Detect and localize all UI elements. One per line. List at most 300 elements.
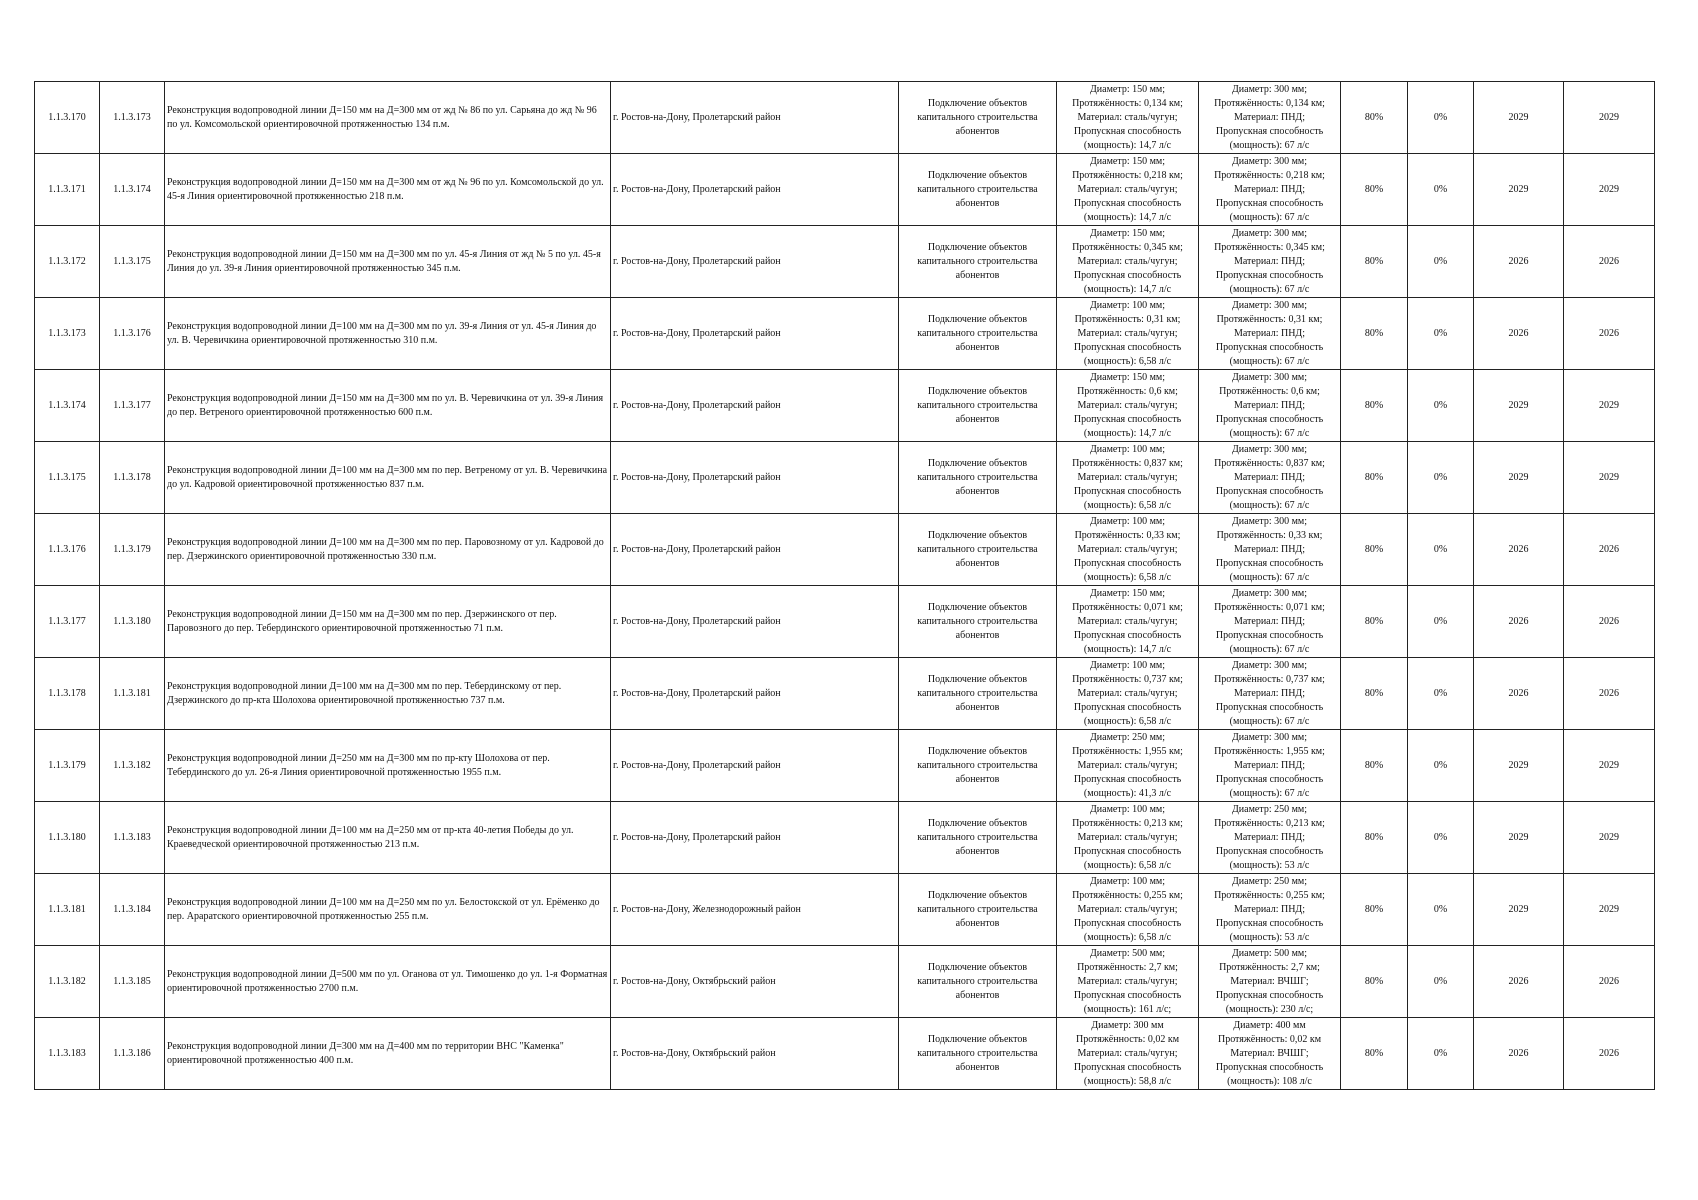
parameter-line: Пропускная способность — [1215, 413, 1324, 425]
cell-location: г. Ростов-на-Дону, Октябрьский район — [611, 1018, 899, 1090]
parameter-line: Пропускная способность — [1073, 1061, 1182, 1073]
cell-percent-1: 80% — [1341, 442, 1408, 514]
cell-purpose: Подключение объектов капитального строительства абонентов — [899, 226, 1057, 298]
parameter-line: Протяжённость: 0,31 км; — [1074, 313, 1181, 325]
cell-number: 1.1.3.175 — [35, 442, 100, 514]
cell-code: 1.1.3.178 — [100, 442, 165, 514]
parameter-line: (мощность): 14,7 л/с — [1083, 139, 1172, 151]
cell-purpose: Подключение объектов капитального строительства абонентов — [899, 730, 1057, 802]
parameter-line: Материал: сталь/чугун; — [1077, 615, 1178, 627]
cell-parameters-after — [1199, 586, 1341, 658]
parameter-line: Пропускная способность — [1073, 269, 1182, 281]
cell-year-end: 2029 — [1564, 370, 1655, 442]
cell-location: г. Ростов-на-Дону, Пролетарский район — [611, 298, 899, 370]
cell-parameters-after — [1199, 1018, 1341, 1090]
cell-parameters-before — [1057, 874, 1199, 946]
cell-parameters-after — [1199, 514, 1341, 586]
parameter-line: Диаметр: 300 мм; — [1231, 227, 1308, 239]
parameter-line: Пропускная способность — [1215, 269, 1324, 281]
parameter-line: Протяжённость: 0,218 км; — [1214, 169, 1325, 181]
parameter-line: Протяжённость: 0,134 км; — [1214, 97, 1325, 109]
cell-description: Реконструкция водопроводной линии Д=100 мм на Д=250 мм по ул. Белостокской от ул. Ерёменко до пер. Араратского ориентировочной протяженностью 255 п.м. — [165, 874, 611, 946]
parameter-line: Материал: сталь/чугун; — [1077, 255, 1178, 267]
cell-number: 1.1.3.183 — [35, 1018, 100, 1090]
parameter-line: (мощность): 230 л/с; — [1225, 1003, 1314, 1015]
parameter-line: Диаметр: 300 мм; — [1231, 299, 1308, 311]
table-row — [35, 586, 1655, 658]
parameter-line: Пропускная способность — [1215, 629, 1324, 641]
cell-percent-2: 0% — [1408, 658, 1474, 730]
cell-code: 1.1.3.179 — [100, 514, 165, 586]
parameter-line: Протяжённость: 0,31 км; — [1216, 313, 1323, 325]
parameter-line: Протяжённость: 0,33 км; — [1074, 529, 1181, 541]
parameter-line: Пропускная способность — [1073, 485, 1182, 497]
parameter-line: Пропускная способность — [1215, 125, 1324, 137]
cell-code: 1.1.3.186 — [100, 1018, 165, 1090]
cell-percent-1: 80% — [1341, 370, 1408, 442]
cell-number: 1.1.3.181 — [35, 874, 100, 946]
parameter-line: Пропускная способность — [1215, 701, 1324, 713]
cell-parameters-before — [1057, 802, 1199, 874]
table-row — [35, 730, 1655, 802]
parameter-line: Пропускная способность — [1215, 845, 1324, 857]
parameter-line: Пропускная способность — [1215, 773, 1324, 785]
parameter-line: Материал: ПНД; — [1233, 615, 1306, 627]
cell-percent-1: 80% — [1341, 514, 1408, 586]
cell-purpose: Подключение объектов капитального строительства абонентов — [899, 1018, 1057, 1090]
cell-percent-2: 0% — [1408, 1018, 1474, 1090]
cell-parameters-after — [1199, 370, 1341, 442]
cell-parameters-before — [1057, 946, 1199, 1018]
parameter-line: Диаметр: 400 мм — [1233, 1019, 1306, 1031]
cell-purpose: Подключение объектов капитального строительства абонентов — [899, 82, 1057, 154]
cell-percent-2: 0% — [1408, 370, 1474, 442]
parameter-line: Диаметр: 150 мм; — [1089, 155, 1166, 167]
cell-parameters-before — [1057, 658, 1199, 730]
parameter-line: Диаметр: 100 мм; — [1089, 875, 1166, 887]
cell-purpose: Подключение объектов капитального строительства абонентов — [899, 154, 1057, 226]
parameter-line: Протяжённость: 0,02 км — [1075, 1033, 1180, 1045]
parameter-line: Пропускная способность — [1073, 917, 1182, 929]
table-row — [35, 658, 1655, 730]
table-row — [35, 154, 1655, 226]
parameter-line: Материал: ПНД; — [1233, 759, 1306, 771]
parameter-line: Диаметр: 300 мм; — [1231, 731, 1308, 743]
parameter-line: Протяжённость: 2,7 км; — [1077, 961, 1178, 973]
parameter-line: Протяжённость: 0,02 км — [1217, 1033, 1322, 1045]
parameter-line: Протяжённость: 0,345 км; — [1072, 241, 1183, 253]
parameter-line: Диаметр: 100 мм; — [1089, 443, 1166, 455]
cell-percent-2: 0% — [1408, 586, 1474, 658]
cell-percent-1: 80% — [1341, 802, 1408, 874]
parameter-line: Диаметр: 100 мм; — [1089, 515, 1166, 527]
parameter-line: Материал: сталь/чугун; — [1077, 975, 1178, 987]
parameter-line: (мощность): 67 л/с — [1229, 283, 1310, 295]
cell-percent-2: 0% — [1408, 802, 1474, 874]
cell-year-start: 2026 — [1474, 514, 1564, 586]
cell-location: г. Ростов-на-Дону, Пролетарский район — [611, 730, 899, 802]
cell-percent-1: 80% — [1341, 658, 1408, 730]
cell-parameters-before — [1057, 82, 1199, 154]
cell-location: г. Ростов-на-Дону, Пролетарский район — [611, 154, 899, 226]
parameter-line: Материал: ПНД; — [1233, 831, 1306, 843]
cell-year-start: 2029 — [1474, 82, 1564, 154]
parameter-line: Диаметр: 150 мм; — [1089, 371, 1166, 383]
parameter-line: Диаметр: 150 мм; — [1089, 587, 1166, 599]
cell-year-start: 2029 — [1474, 730, 1564, 802]
cell-code: 1.1.3.180 — [100, 586, 165, 658]
cell-code: 1.1.3.175 — [100, 226, 165, 298]
parameter-line: Диаметр: 300 мм; — [1231, 371, 1308, 383]
cell-number: 1.1.3.176 — [35, 514, 100, 586]
parameter-line: (мощность): 53 л/с — [1229, 859, 1310, 871]
cell-percent-1: 80% — [1341, 82, 1408, 154]
cell-percent-2: 0% — [1408, 442, 1474, 514]
parameter-line: Пропускная способность — [1073, 845, 1182, 857]
cell-number: 1.1.3.173 — [35, 298, 100, 370]
cell-number: 1.1.3.174 — [35, 370, 100, 442]
cell-percent-1: 80% — [1341, 730, 1408, 802]
cell-year-end: 2026 — [1564, 946, 1655, 1018]
cell-location: г. Ростов-на-Дону, Пролетарский район — [611, 802, 899, 874]
parameter-line: Диаметр: 300 мм; — [1231, 659, 1308, 671]
cell-purpose: Подключение объектов капитального строительства абонентов — [899, 298, 1057, 370]
parameter-line: Материал: ПНД; — [1233, 543, 1306, 555]
cell-year-end: 2026 — [1564, 298, 1655, 370]
cell-percent-2: 0% — [1408, 874, 1474, 946]
parameter-line: Материал: ПНД; — [1233, 111, 1306, 123]
parameter-line: Пропускная способность — [1073, 701, 1182, 713]
cell-location: г. Ростов-на-Дону, Пролетарский район — [611, 226, 899, 298]
cell-number: 1.1.3.178 — [35, 658, 100, 730]
parameter-line: Протяжённость: 0,737 км; — [1072, 673, 1183, 685]
parameter-line: (мощность): 41,3 л/с — [1083, 787, 1172, 799]
cell-percent-1: 80% — [1341, 154, 1408, 226]
cell-percent-2: 0% — [1408, 154, 1474, 226]
cell-year-start: 2029 — [1474, 370, 1564, 442]
cell-percent-1: 80% — [1341, 226, 1408, 298]
cell-location: г. Ростов-на-Дону, Пролетарский район — [611, 442, 899, 514]
cell-code: 1.1.3.176 — [100, 298, 165, 370]
parameter-line: (мощность): 6,58 л/с — [1083, 355, 1172, 367]
parameter-line: Материал: сталь/чугун; — [1077, 903, 1178, 915]
cell-parameters-before — [1057, 442, 1199, 514]
parameter-line: Материал: ВЧШГ; — [1230, 975, 1309, 987]
cell-percent-2: 0% — [1408, 514, 1474, 586]
cell-percent-1: 80% — [1341, 298, 1408, 370]
cell-parameters-before — [1057, 514, 1199, 586]
cell-description: Реконструкция водопроводной линии Д=150 мм на Д=300 мм от жд № 96 по ул. Комсомольской до ул. 45-я Линия ориентировочной протяженностью 218 п.м. — [165, 154, 611, 226]
cell-code: 1.1.3.184 — [100, 874, 165, 946]
cell-location: г. Ростов-на-Дону, Пролетарский район — [611, 514, 899, 586]
parameter-line: Диаметр: 300 мм — [1091, 1019, 1164, 1031]
parameter-line: (мощность): 6,58 л/с — [1083, 499, 1172, 511]
parameter-line: Материал: сталь/чугун; — [1077, 759, 1178, 771]
cell-purpose: Подключение объектов капитального строительства абонентов — [899, 442, 1057, 514]
cell-description: Реконструкция водопроводной линии Д=150 мм на Д=300 мм от жд № 86 по ул. Сарьяна до жд № 96 по ул. Комсомольской ориентировочной протяженностью 134 п.м. — [165, 82, 611, 154]
cell-year-end: 2029 — [1564, 442, 1655, 514]
cell-code: 1.1.3.181 — [100, 658, 165, 730]
parameter-line: Протяжённость: 0,255 км; — [1214, 889, 1325, 901]
parameter-line: Протяжённость: 0,218 км; — [1072, 169, 1183, 181]
parameter-line: Материал: сталь/чугун; — [1077, 399, 1178, 411]
cell-code: 1.1.3.182 — [100, 730, 165, 802]
parameter-line: Диаметр: 500 мм; — [1089, 947, 1166, 959]
cell-year-start: 2029 — [1474, 874, 1564, 946]
cell-year-start: 2026 — [1474, 658, 1564, 730]
cell-description: Реконструкция водопроводной линии Д=100 мм на Д=300 мм по ул. 39-я Линия от ул. 45-я Линия до ул. В. Черевичкина ориентировочной протяженностью 310 п.м. — [165, 298, 611, 370]
parameter-line: (мощность): 108 л/с — [1227, 1075, 1312, 1087]
cell-description: Реконструкция водопроводной линии Д=100 мм на Д=300 мм по пер. Тебердинскому от пер. Дзержинского до пр-кта Шолохова ориентировочной протяженностью 737 п.м. — [165, 658, 611, 730]
parameter-line: Материал: ПНД; — [1233, 687, 1306, 699]
parameter-line: Протяжённость: 0,837 км; — [1072, 457, 1183, 469]
parameter-line: (мощность): 67 л/с — [1229, 211, 1310, 223]
parameter-line: (мощность): 14,7 л/с — [1083, 283, 1172, 295]
parameter-line: (мощность): 67 л/с — [1229, 355, 1310, 367]
cell-year-start: 2029 — [1474, 802, 1564, 874]
cell-number: 1.1.3.179 — [35, 730, 100, 802]
parameter-line: (мощность): 14,7 л/с — [1083, 211, 1172, 223]
table-row — [35, 298, 1655, 370]
table-row — [35, 874, 1655, 946]
parameter-line: Диаметр: 100 мм; — [1089, 659, 1166, 671]
parameter-line: (мощность): 14,7 л/с — [1083, 427, 1172, 439]
parameter-line: (мощность): 58,8 л/с — [1083, 1075, 1172, 1087]
parameter-line: Материал: ПНД; — [1233, 255, 1306, 267]
parameter-line: Диаметр: 300 мм; — [1231, 515, 1308, 527]
parameter-line: Пропускная способность — [1215, 1061, 1324, 1073]
cell-parameters-before — [1057, 154, 1199, 226]
parameter-line: Материал: ПНД; — [1233, 327, 1306, 339]
cell-number: 1.1.3.177 — [35, 586, 100, 658]
cell-year-start: 2029 — [1474, 442, 1564, 514]
cell-percent-2: 0% — [1408, 946, 1474, 1018]
parameter-line: Материал: ВЧШГ; — [1230, 1047, 1309, 1059]
table-row — [35, 226, 1655, 298]
parameter-line: Материал: сталь/чугун; — [1077, 327, 1178, 339]
cell-location: г. Ростов-на-Дону, Железнодорожный район — [611, 874, 899, 946]
cell-code: 1.1.3.173 — [100, 82, 165, 154]
cell-percent-1: 80% — [1341, 946, 1408, 1018]
cell-parameters-before — [1057, 586, 1199, 658]
cell-number: 1.1.3.180 — [35, 802, 100, 874]
cell-year-end: 2026 — [1564, 1018, 1655, 1090]
cell-location: г. Ростов-на-Дону, Пролетарский район — [611, 370, 899, 442]
parameter-line: Диаметр: 250 мм; — [1089, 731, 1166, 743]
parameter-line: (мощность): 67 л/с — [1229, 427, 1310, 439]
cell-description: Реконструкция водопроводной линии Д=100 мм на Д=300 мм по пер. Ветреному от ул. В. Черевичкина до ул. Кадровой ориентировочной протяженностью 837 п.м. — [165, 442, 611, 514]
cell-number: 1.1.3.182 — [35, 946, 100, 1018]
parameter-line: Пропускная способность — [1073, 989, 1182, 1001]
cell-code: 1.1.3.183 — [100, 802, 165, 874]
parameter-line: Протяжённость: 0,737 км; — [1214, 673, 1325, 685]
cell-year-start: 2026 — [1474, 298, 1564, 370]
parameter-line: Материал: ПНД; — [1233, 471, 1306, 483]
cell-year-start: 2026 — [1474, 946, 1564, 1018]
cell-parameters-before — [1057, 298, 1199, 370]
cell-code: 1.1.3.185 — [100, 946, 165, 1018]
cell-parameters-after — [1199, 730, 1341, 802]
cell-parameters-before — [1057, 730, 1199, 802]
cell-number: 1.1.3.172 — [35, 226, 100, 298]
cell-description: Реконструкция водопроводной линии Д=150 мм на Д=300 мм по ул. 45-я Линия от жд № 5 по ул. 45-я Линия до ул. 39-я Линия ориентировочной протяженностью 345 п.м. — [165, 226, 611, 298]
parameter-line: (мощность): 161 л/с; — [1083, 1003, 1172, 1015]
parameter-line: (мощность): 67 л/с — [1229, 715, 1310, 727]
parameter-line: Пропускная способность — [1073, 413, 1182, 425]
cell-parameters-after — [1199, 82, 1341, 154]
parameter-line: (мощность): 67 л/с — [1229, 643, 1310, 655]
parameter-line: Протяжённость: 0,837 км; — [1214, 457, 1325, 469]
parameter-line: Протяжённость: 0,6 км; — [1077, 385, 1178, 397]
cell-purpose: Подключение объектов капитального строительства абонентов — [899, 514, 1057, 586]
parameter-line: Материал: сталь/чугун; — [1077, 687, 1178, 699]
parameter-line: (мощность): 6,58 л/с — [1083, 931, 1172, 943]
cell-percent-2: 0% — [1408, 82, 1474, 154]
cell-year-end: 2026 — [1564, 514, 1655, 586]
parameter-line: (мощность): 6,58 л/с — [1083, 715, 1172, 727]
cell-purpose: Подключение объектов капитального строительства абонентов — [899, 658, 1057, 730]
cell-year-start: 2026 — [1474, 586, 1564, 658]
parameter-line: (мощность): 67 л/с — [1229, 499, 1310, 511]
parameter-line: Диаметр: 300 мм; — [1231, 155, 1308, 167]
cell-percent-1: 80% — [1341, 586, 1408, 658]
parameter-line: Протяжённость: 0,255 км; — [1072, 889, 1183, 901]
cell-location: г. Ростов-на-Дону, Октябрьский район — [611, 946, 899, 1018]
reconstruction-table — [34, 81, 1655, 1090]
parameter-line: Протяжённость: 0,33 км; — [1216, 529, 1323, 541]
parameter-line: Диаметр: 500 мм; — [1231, 947, 1308, 959]
cell-parameters-after — [1199, 226, 1341, 298]
parameter-line: Диаметр: 100 мм; — [1089, 803, 1166, 815]
cell-year-end: 2029 — [1564, 154, 1655, 226]
parameter-line: Протяжённость: 0,6 км; — [1219, 385, 1320, 397]
cell-percent-2: 0% — [1408, 298, 1474, 370]
cell-location: г. Ростов-на-Дону, Пролетарский район — [611, 82, 899, 154]
cell-code: 1.1.3.174 — [100, 154, 165, 226]
cell-purpose: Подключение объектов капитального строительства абонентов — [899, 946, 1057, 1018]
parameter-line: Диаметр: 300 мм; — [1231, 587, 1308, 599]
parameter-line: Диаметр: 150 мм; — [1089, 83, 1166, 95]
parameter-line: Протяжённость: 0,071 км; — [1214, 601, 1325, 613]
cell-description: Реконструкция водопроводной линии Д=100 мм на Д=300 мм по пер. Паровозному от ул. Кадровой до пер. Дзержинского ориентировочной протяженностью 330 п.м. — [165, 514, 611, 586]
parameter-line: Пропускная способность — [1073, 773, 1182, 785]
parameter-line: Протяжённость: 0,213 км; — [1072, 817, 1183, 829]
cell-year-end: 2026 — [1564, 658, 1655, 730]
table-body — [35, 82, 1655, 1090]
cell-parameters-after — [1199, 874, 1341, 946]
table-row — [35, 370, 1655, 442]
parameter-line: Диаметр: 250 мм; — [1231, 875, 1308, 887]
parameter-line: (мощность): 67 л/с — [1229, 787, 1310, 799]
parameter-line: Пропускная способность — [1073, 341, 1182, 353]
parameter-line: Материал: сталь/чугун; — [1077, 111, 1178, 123]
cell-parameters-before — [1057, 1018, 1199, 1090]
parameter-line: Материал: сталь/чугун; — [1077, 831, 1178, 843]
cell-description: Реконструкция водопроводной линии Д=300 мм на Д=400 мм по территории ВНС "Каменка" ориентировочной протяженностью 400 п.м. — [165, 1018, 611, 1090]
parameter-line: Пропускная способность — [1215, 341, 1324, 353]
cell-year-end: 2029 — [1564, 874, 1655, 946]
cell-code: 1.1.3.177 — [100, 370, 165, 442]
cell-percent-1: 80% — [1341, 1018, 1408, 1090]
parameter-line: Пропускная способность — [1073, 557, 1182, 569]
parameter-line: Материал: сталь/чугун; — [1077, 471, 1178, 483]
cell-year-start: 2026 — [1474, 1018, 1564, 1090]
cell-purpose: Подключение объектов капитального строительства абонентов — [899, 370, 1057, 442]
parameter-line: Диаметр: 300 мм; — [1231, 443, 1308, 455]
cell-purpose: Подключение объектов капитального строительства абонентов — [899, 586, 1057, 658]
parameter-line: (мощность): 6,58 л/с — [1083, 571, 1172, 583]
cell-parameters-after — [1199, 658, 1341, 730]
cell-description: Реконструкция водопроводной линии Д=100 мм на Д=250 мм от пр-кта 40-летия Победы до ул. Краеведческой ориентировочной протяженностью 213 п.м. — [165, 802, 611, 874]
cell-percent-2: 0% — [1408, 226, 1474, 298]
parameter-line: Пропускная способность — [1215, 989, 1324, 1001]
parameter-line: Протяжённость: 0,213 км; — [1214, 817, 1325, 829]
cell-purpose: Подключение объектов капитального строительства абонентов — [899, 874, 1057, 946]
parameter-line: (мощность): 6,58 л/с — [1083, 859, 1172, 871]
parameter-line: Пропускная способность — [1215, 917, 1324, 929]
parameter-line: Пропускная способность — [1215, 557, 1324, 569]
parameter-line: Пропускная способность — [1215, 485, 1324, 497]
parameter-line: Диаметр: 100 мм; — [1089, 299, 1166, 311]
cell-description: Реконструкция водопроводной линии Д=150 мм на Д=300 мм по ул. В. Черевичкина от ул. 39-я Линия до пер. Ветреного ориентировочной протяженностью 600 п.м. — [165, 370, 611, 442]
parameter-line: Протяжённость: 0,345 км; — [1214, 241, 1325, 253]
cell-location: г. Ростов-на-Дону, Пролетарский район — [611, 658, 899, 730]
parameter-line: Материал: сталь/чугун; — [1077, 1047, 1178, 1059]
parameter-line: Материал: сталь/чугун; — [1077, 183, 1178, 195]
cell-year-start: 2029 — [1474, 154, 1564, 226]
parameter-line: Материал: сталь/чугун; — [1077, 543, 1178, 555]
table-row — [35, 802, 1655, 874]
cell-purpose: Подключение объектов капитального строительства абонентов — [899, 802, 1057, 874]
parameter-line: Пропускная способность — [1215, 197, 1324, 209]
table-row — [35, 82, 1655, 154]
cell-parameters-after — [1199, 442, 1341, 514]
cell-parameters-after — [1199, 298, 1341, 370]
parameter-line: Протяжённость: 1,955 км; — [1214, 745, 1325, 757]
cell-year-end: 2026 — [1564, 226, 1655, 298]
cell-number: 1.1.3.171 — [35, 154, 100, 226]
table-row — [35, 442, 1655, 514]
table-row — [35, 514, 1655, 586]
parameter-line: (мощность): 67 л/с — [1229, 571, 1310, 583]
cell-parameters-after — [1199, 946, 1341, 1018]
parameter-line: Протяжённость: 0,134 км; — [1072, 97, 1183, 109]
parameter-line: Пропускная способность — [1073, 629, 1182, 641]
cell-year-start: 2026 — [1474, 226, 1564, 298]
parameter-line: Протяжённость: 1,955 км; — [1072, 745, 1183, 757]
cell-number: 1.1.3.170 — [35, 82, 100, 154]
parameter-line: Диаметр: 300 мм; — [1231, 83, 1308, 95]
cell-year-end: 2029 — [1564, 802, 1655, 874]
cell-percent-2: 0% — [1408, 730, 1474, 802]
parameter-line: Диаметр: 150 мм; — [1089, 227, 1166, 239]
parameter-line: Пропускная способность — [1073, 197, 1182, 209]
parameter-line: Диаметр: 250 мм; — [1231, 803, 1308, 815]
cell-parameters-after — [1199, 802, 1341, 874]
cell-parameters-before — [1057, 226, 1199, 298]
cell-year-end: 2026 — [1564, 586, 1655, 658]
table-row — [35, 1018, 1655, 1090]
parameter-line: Протяжённость: 0,071 км; — [1072, 601, 1183, 613]
cell-percent-1: 80% — [1341, 874, 1408, 946]
cell-parameters-before — [1057, 370, 1199, 442]
parameter-line: (мощность): 53 л/с — [1229, 931, 1310, 943]
parameter-line: Материал: ПНД; — [1233, 399, 1306, 411]
cell-year-end: 2029 — [1564, 730, 1655, 802]
cell-year-end: 2029 — [1564, 82, 1655, 154]
cell-description: Реконструкция водопроводной линии Д=500 мм по ул. Оганова от ул. Тимошенко до ул. 1-я Форматная ориентировочной протяженностью 2700 п.м. — [165, 946, 611, 1018]
parameter-line: Материал: ПНД; — [1233, 903, 1306, 915]
